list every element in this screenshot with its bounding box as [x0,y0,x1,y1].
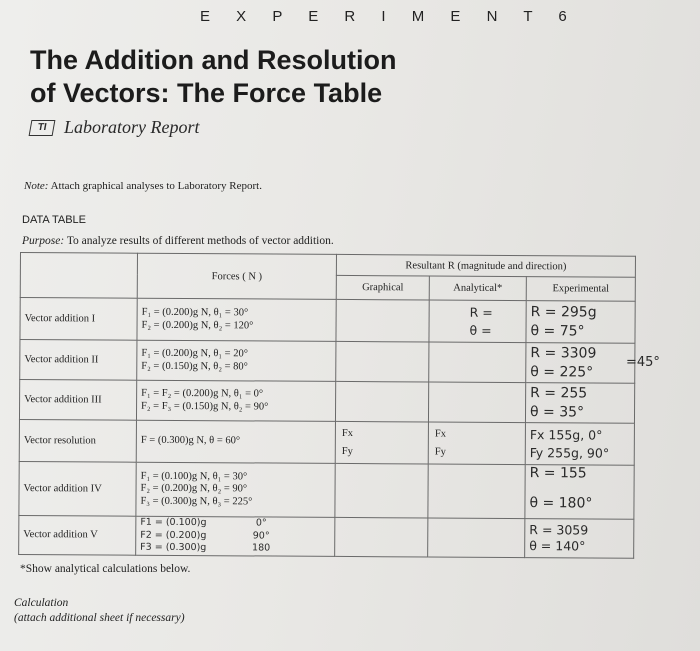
table-row [20,340,635,384]
forces-cell [137,298,336,341]
force-line: F₁ = (0.200)g N, θ₁ = 20° [141,347,248,360]
force-line: F₁ = F₂ = (0.200)g N, θ₁ = 0° [141,387,264,400]
header-experimental: Experimental [526,277,635,301]
handwritten-angle: 90° [252,529,270,542]
graphical-cell [336,299,429,342]
note [24,180,262,192]
report-label: Laboratory Report [64,117,200,137]
row-label: Vector resolution [19,419,136,462]
purpose-text: To analyze results of different methods of vector addition. [64,235,334,247]
force-line: F₂ = (0.200)g N, θ₂ = 120° [141,319,254,331]
graphical-fx: Fx [341,427,354,439]
analytical-cell [429,300,526,343]
purpose [22,235,334,247]
note-text: Attach graphical analyses to Laboratory Report. [48,180,262,192]
analytical-r: R = [469,304,493,320]
footnote: *Show analytical calculations below. [20,563,191,575]
purpose-label: Purpose: [22,235,65,247]
experimental-cell [526,343,635,384]
calculation-sub: (attach additional sheet if necessary) [14,612,185,624]
ti-logo: TI [29,120,56,136]
experimental-cell [525,465,634,520]
note-prefix: Note: [24,180,49,192]
data-table-title: DATA TABLE [22,214,86,226]
analytical-cell [429,342,526,383]
header-graphical: Graphical [336,276,429,300]
analytical-cell [428,518,525,557]
analytical-cell [428,464,525,519]
analytical-theta: θ = [469,322,492,338]
force-line: F₂ = (0.150)g N, θ₂ = 80° [141,360,248,372]
handwritten-force: F2 = (0.200)g [140,529,207,541]
force-line: F₃ = (0.300)g N, θ₃ = 225° [140,495,253,508]
handwritten-force: F1 = (0.100)g [140,516,207,529]
calculation-section [14,596,185,626]
data-table [18,252,636,558]
forces-cell [137,340,336,381]
experimental-cell [526,301,635,344]
title-line-2: of Vectors: The Force Table [30,78,383,108]
header-blank [20,253,137,299]
title-line-1: The Addition and Resolution [30,45,397,75]
experimental-theta: θ = 140° [529,537,586,554]
table-row [19,419,634,465]
analytical-fy: Fy [434,446,446,458]
experimental-theta: θ = 225° [530,364,594,381]
handwritten-angle: 0° [255,517,267,529]
calculation-label: Calculation [14,597,69,609]
experimental-cell [525,519,634,558]
page-title [30,44,550,110]
graphical-fy: Fy [341,445,353,457]
header-forces: Forces ( N ) [137,253,336,299]
force-line: F₁ = (0.100)g N, θ₁ = 30° [140,470,248,483]
row-label: Vector addition I [20,298,137,341]
analytical-fx: Fx [434,428,447,440]
force-line: F₂ = (0.200)g N, θ₂ = 90° [140,482,248,495]
table-row [19,380,634,424]
report-subtitle [30,117,200,138]
experimental-r: R = 155 [529,465,587,482]
experimental-fx: Fx 155g, 0° [529,426,603,443]
graphical-cell [335,381,428,422]
analytical-cell [428,382,525,423]
header-resultant: Resultant R (magnitude and direction) [336,254,635,277]
forces-cell [136,380,335,421]
table-row [19,461,634,519]
forces-cell [136,516,335,556]
analytical-cell [428,422,525,465]
row-label: Vector addition III [19,380,136,421]
experimental-r: R = 295g [530,304,597,321]
forces-cell [136,462,335,517]
handwritten-side-note: =45° [626,355,660,370]
force-line: F₁ = (0.200)g N, θ₁ = 30° [141,306,249,319]
experimental-theta: θ = 35° [529,404,585,421]
force-line: F₂ = F₃ = (0.150)g N, θ₂ = 90° [141,400,269,413]
experimental-cell [525,383,634,424]
table-row [20,298,635,344]
table-row [19,515,634,557]
experimental-theta: θ = 75° [530,323,585,340]
experimental-cell [525,423,634,466]
graphical-cell [335,463,428,518]
row-label: Vector addition V [19,515,136,554]
row-label: Vector addition IV [19,461,136,516]
experimental-theta: θ = 180° [529,495,593,512]
experimental-r: R = 3309 [530,345,597,362]
experimental-r: R = 3059 [529,521,589,538]
handwritten-angle: 180 [252,542,271,554]
header-analytical: Analytical* [429,276,526,300]
forces-cell [136,420,335,463]
experiment-label: E X P E R I M E N T 6 [200,8,578,25]
experimental-fy: Fy 255g, 90° [529,444,610,461]
experimental-r: R = 255 [530,385,588,402]
handwritten-force: F3 = (0.300)g [140,541,207,554]
graphical-cell [335,517,428,556]
graphical-cell [336,341,429,382]
row-label: Vector addition II [20,340,137,381]
force-line: F = (0.300)g N, θ = 60° [140,434,241,447]
graphical-cell [335,421,428,464]
